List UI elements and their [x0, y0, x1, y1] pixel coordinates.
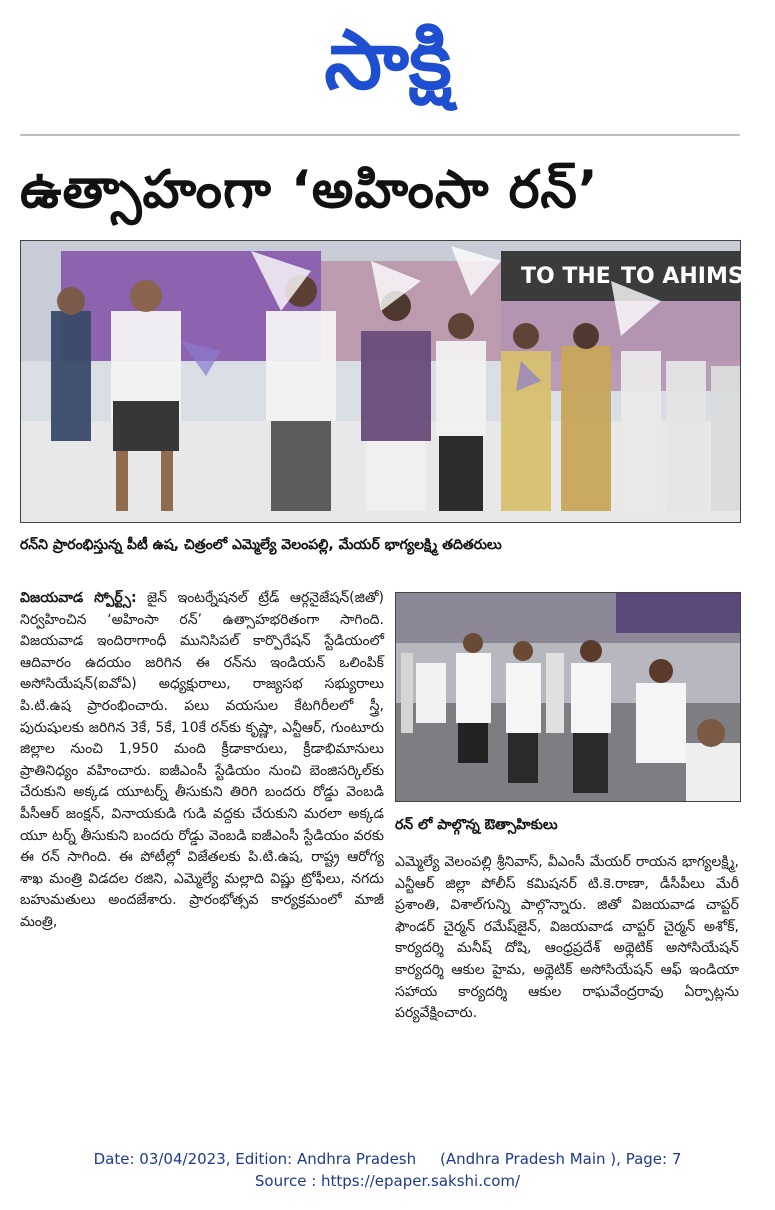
- banner-text-2: TO AHIMSA: [621, 264, 761, 289]
- run-photo: [395, 592, 741, 802]
- article-headline: ఉత్సాహంగా ‘అహింసా రన్’: [20, 160, 599, 220]
- main-photo: [20, 240, 761, 523]
- masthead-divider: [20, 134, 740, 136]
- runners-photo-image: [396, 593, 740, 801]
- masthead-title: సాక్షి: [324, 13, 452, 108]
- article-body-left: [20, 588, 384, 1128]
- article-body-right: ఎమ్మెల్యే వెలంపల్లి శ్రీనివాస్, వీఎంసీ మేయర్ రాయన భాగ్యలక్ష్మి, ఎన్టీఆర్ జిల్లా పోలీస్ కమిషనర్ టి.కె.రాణా, డీసీపీలు మేరీ ప్రశాంతి, విశాల్‌గున్ని పాల్గొన్నారు. జితో విజయవాడ చాప్టర్ ఫౌండర్ చైర్మన్ రమేష్‌జైన్, విజయవాడ చాప్టర్ చైర్మన్ అశోక్, కార్యదర్శి మనీష్ దోషి, ఆంధ్రప్రదేశ్ అథ్లెటిక్ అసోసియేషన్ కార్యదర్శి ఆకుల హైమ, అథ్లెటిక్ అసోసియేషన్ ఆఫ్ ఇండియా సహాయ కార్యదర్శి ఆకుల రాఘవేంద్రరావు ఏర్పాట్లను పర్యవేక్షించారు.: [395, 854, 739, 1022]
- body-left-text: జైన్ ఇంటర్నేషనల్ ట్రేడ్ ఆర్గనైజేషన్(జితో) నిర్వహించిన ‘అహింసా రన్’ ఉత్సాహభరితంగా సాగింది. విజయవాడ ఇందిరాగాంధీ మునిసిపల్ కార్పొరేషన్ స్టేడియంలో ఆదివారం ఉదయం జరిగిన ఈ రన్‌ను ఇండియన్ ఒలింపిక్ అసోసియేషన్(ఐవోఏ) అధ్యక్షురాలు, రాజ్యసభ సభ్యురాలు పి.టి.ఉష ప్రారంభించారు. పలు వయసుల కేటగిరీలలో స్త్రీ, పురుషులకు జరిగిన 3కే, 5కే, 10కే రన్‌కు కృష్ణా, ఎన్టీఆర్, గుంటూరు జిల్లాల నుంచి 1,950 మంది క్రీడాకారులు, క్రీడాభిమానులు ప్రాతినిధ్యం వహించారు. ఐజీఎంసీ స్టేడియం నుంచి బెంజిసర్కిల్‌కు చేరుకుని అక్కడ యూటర్న్ తీసుకుని తిరిగి బందరు రోడ్డు వెంబడి పీసీఆర్ జంక్షన్, వినాయకుడి గుడి వద్దకు చేరుకుని మరలా అక్కడ యూ టర్న్ తీసుకుని బందరు రోడ్డు వెంబడి ఐజీఎంసీ స్టేడియం వరకు ఈ రన్ సాగింది. ఈ పోటీల్లో విజేతలకు పి.టి.ఉష, రాష్ట్ర ఆరోగ్య శాఖ మంత్రి విడదల రజిని, ఎమ్మెల్యే మల్లాది విష్ణు ట్రోఫీలు, నగదు బహుమతులు అందజేశారు. ప్రారంభోత్సవ కార్యక్రమంలో మాజీ మంత్రి,: [20, 590, 385, 930]
- footer-source-link[interactable]: Source : https://epaper.sakshi.com/: [254, 1172, 521, 1190]
- dateline: విజయవాడ స్పోర్ట్స్:: [20, 590, 137, 606]
- run-launch-photo-image: [21, 241, 761, 522]
- footer-date-edition: Date: 03/04/2023, Edition: Andhra Pradesh (Andhra Pradesh Main ), Page: 7: [93, 1150, 682, 1168]
- main-photo-caption: రన్‌ని ప్రారంభిస్తున్న పీటీ ఉష, చిత్రంలో ఎమ్మెల్యే వెలంపల్లి, మేయర్ భాగ్యలక్ష్మి తదితరులు: [20, 537, 502, 553]
- sakshi-logo: [0, 0, 775, 108]
- banner-text-1: TO THE: [521, 264, 611, 289]
- masthead: [0, 0, 775, 108]
- run-photo-caption: రన్ లో పాల్గొన్న ఔత్సాహికులు: [395, 817, 558, 833]
